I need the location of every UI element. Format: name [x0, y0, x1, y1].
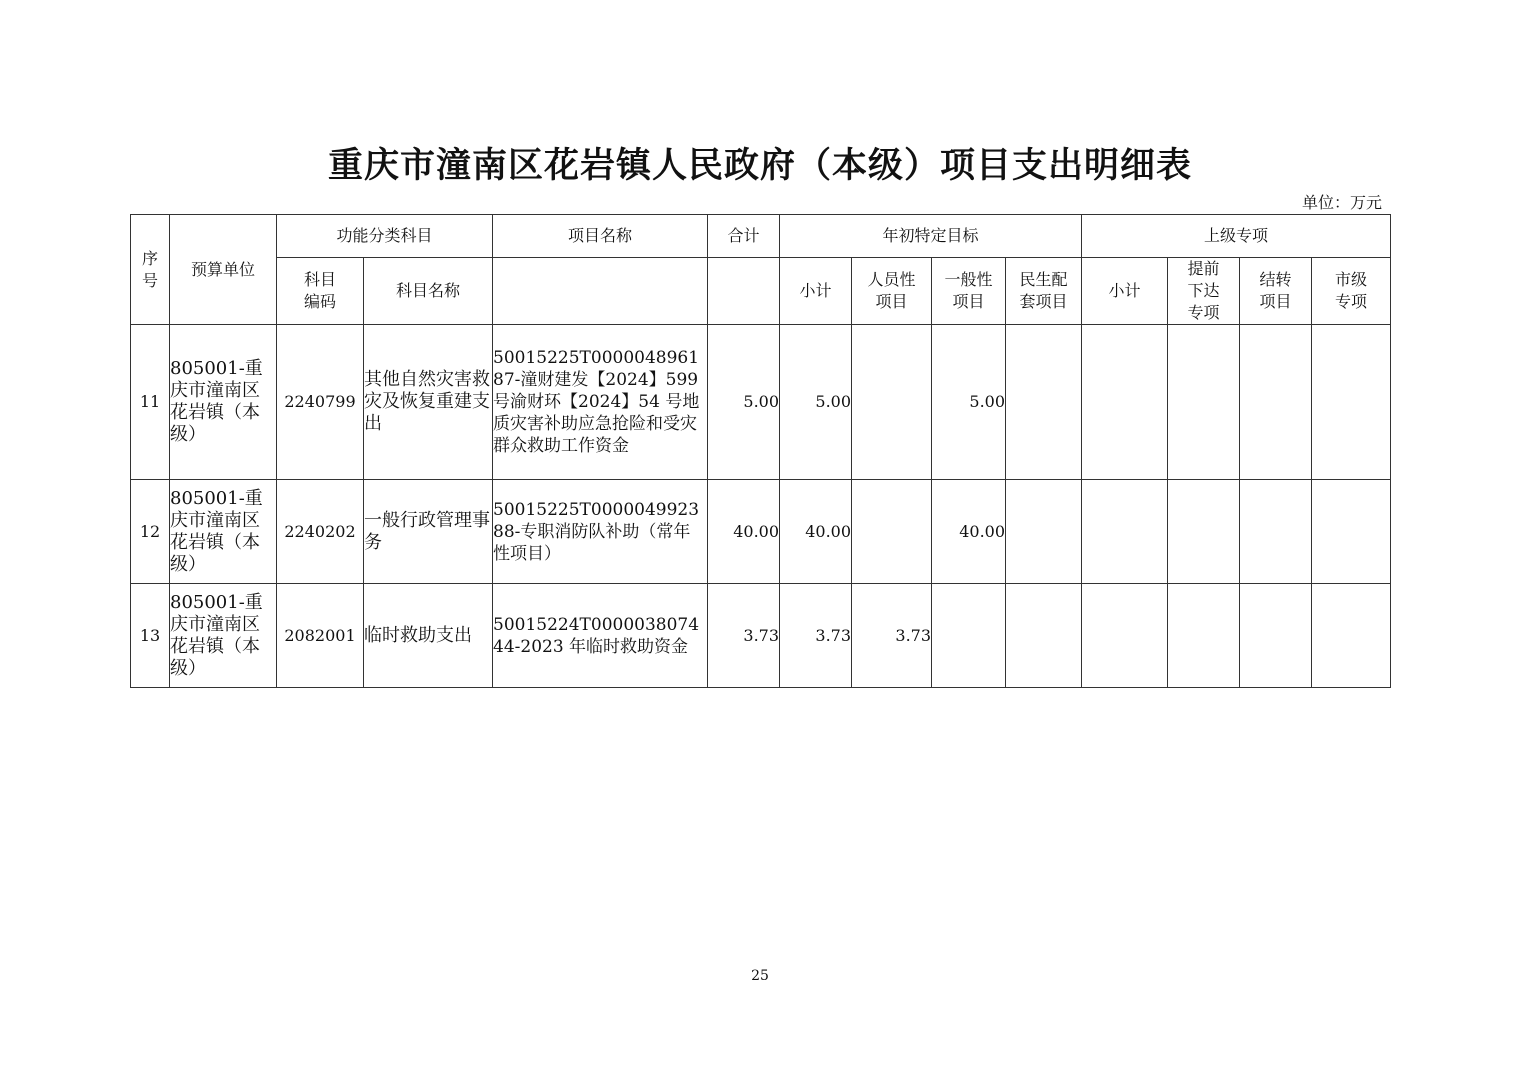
cell-city	[1312, 584, 1391, 688]
header-total: 合计	[708, 215, 780, 258]
cell-general: 5.00	[932, 325, 1006, 480]
header-total-blank	[708, 258, 780, 325]
page-number: 25	[751, 968, 769, 984]
header-annual-target: 年初特定目标	[780, 215, 1082, 258]
cell-code: 2240799	[277, 325, 364, 480]
cell-advance	[1168, 584, 1240, 688]
cell-advance	[1168, 325, 1240, 480]
header-row-2	[131, 258, 1391, 325]
cell-livelihood	[1006, 325, 1082, 480]
cell-unit: 805001-重庆市潼南区花岩镇（本级）	[170, 584, 277, 688]
cell-seq: 13	[131, 584, 170, 688]
unit-label: 单位：万元	[1301, 193, 1382, 212]
cell-livelihood	[1006, 584, 1082, 688]
header-general: 一般性项目	[932, 258, 1006, 325]
cell-sup-subtotal	[1082, 325, 1168, 480]
cell-personnel: 3.73	[852, 584, 932, 688]
header-advance: 提前下达专项	[1168, 258, 1240, 325]
header-personnel: 人员性项目	[852, 258, 932, 325]
cell-subject: 其他自然灾害救灾及恢复重建支出	[364, 325, 493, 480]
cell-subtotal: 40.00	[780, 480, 852, 584]
cell-livelihood	[1006, 480, 1082, 584]
cell-code: 2240202	[277, 480, 364, 584]
cell-city	[1312, 480, 1391, 584]
cell-general: 40.00	[932, 480, 1006, 584]
cell-project: 50015225T000004896187-潼财建发【2024】599 号渝财环【2024】54 号地质灾害补助应急抢险和受灾群众救助工作资金	[493, 325, 708, 480]
table-row	[131, 480, 1391, 584]
header-carryover: 结转项目	[1240, 258, 1312, 325]
cell-total: 3.73	[708, 584, 780, 688]
project-expenditure-table	[130, 214, 1391, 688]
cell-subtotal: 5.00	[780, 325, 852, 480]
cell-advance	[1168, 480, 1240, 584]
header-function-class: 功能分类科目	[277, 215, 493, 258]
header-project-name: 项目名称	[493, 215, 708, 258]
cell-subject: 临时救助支出	[364, 584, 493, 688]
cell-total: 5.00	[708, 325, 780, 480]
cell-carryover	[1240, 480, 1312, 584]
cell-seq: 11	[131, 325, 170, 480]
cell-unit: 805001-重庆市潼南区花岩镇（本级）	[170, 480, 277, 584]
cell-sup-subtotal	[1082, 584, 1168, 688]
cell-personnel	[852, 480, 932, 584]
header-subject-code: 科目编码	[277, 258, 364, 325]
cell-sup-subtotal	[1082, 480, 1168, 584]
header-city: 市级专项	[1312, 258, 1391, 325]
cell-subtotal: 3.73	[780, 584, 852, 688]
cell-city	[1312, 325, 1391, 480]
page-title: 重庆市潼南区花岩镇人民政府（本级）项目支出明细表	[327, 145, 1192, 186]
header-superior-subtotal: 小计	[1082, 258, 1168, 325]
cell-general	[932, 584, 1006, 688]
header-superior-special: 上级专项	[1082, 215, 1391, 258]
header-seq: 序号	[131, 215, 170, 325]
cell-project: 50015224T000003807444-2023 年临时救助资金	[493, 584, 708, 688]
cell-subject: 一般行政管理事务	[364, 480, 493, 584]
cell-personnel	[852, 325, 932, 480]
table-row	[131, 325, 1391, 480]
header-project-name-blank	[493, 258, 708, 325]
cell-code: 2082001	[277, 584, 364, 688]
table-row	[131, 584, 1391, 688]
header-annual-subtotal: 小计	[780, 258, 852, 325]
cell-seq: 12	[131, 480, 170, 584]
cell-carryover	[1240, 325, 1312, 480]
header-subject-name: 科目名称	[364, 258, 493, 325]
cell-project: 50015225T000004992388-专职消防队补助（常年性项目）	[493, 480, 708, 584]
cell-unit: 805001-重庆市潼南区花岩镇（本级）	[170, 325, 277, 480]
header-budget-unit: 预算单位	[170, 215, 277, 325]
header-livelihood: 民生配套项目	[1006, 258, 1082, 325]
header-row-1	[131, 215, 1391, 258]
cell-carryover	[1240, 584, 1312, 688]
cell-total: 40.00	[708, 480, 780, 584]
